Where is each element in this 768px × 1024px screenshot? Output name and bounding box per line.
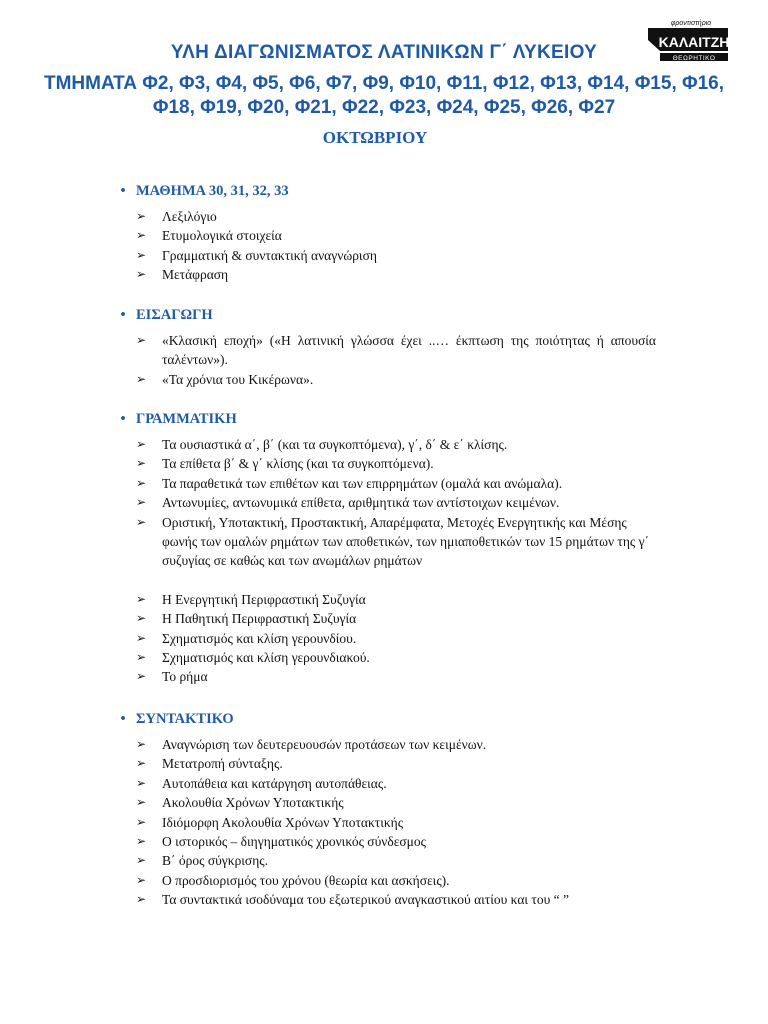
- list-item: ➢ Αυτοπάθεια και κατάργηση αυτοπάθειας.: [116, 774, 656, 793]
- list-item: ➢ Τα παραθετικά των επιθέτων και των επιρρημάτων (ομαλά και ανώμαλα).: [116, 474, 656, 493]
- bullet-icon: •: [120, 711, 126, 727]
- list-item: ➢ Ακολουθία Χρόνων Υποτακτικής: [116, 793, 656, 812]
- list-item: ➢ Β΄ όρος σύγκρισης.: [116, 851, 656, 870]
- arrow-icon: ➢: [136, 495, 147, 510]
- list-item: ➢ Αναγνώριση των δευτερευουσών προτάσεων των κειμένων.: [116, 735, 656, 754]
- arrow-icon: ➢: [136, 371, 147, 386]
- list-item: ➢ Αντωνυμίες, αντωνυμικά επίθετα, αριθμητικά των αντίστοιχων κειμένων.: [116, 493, 656, 512]
- arrow-icon: ➢: [136, 814, 147, 829]
- list-item: ➢ Ιδιόμορφη Ακολουθία Χρόνων Υποτακτικής: [116, 813, 656, 832]
- section-title: • ΜΑΘΗΜΑ 30, 31, 32, 33: [116, 181, 656, 201]
- arrow-icon: ➢: [136, 892, 147, 907]
- arrow-icon: ➢: [136, 437, 147, 451]
- arrow-icon: ➢: [136, 209, 147, 223]
- list-item: ➢ Τα συντακτικά ισοδύναμα του εξωτερικού αναγκαστικού αιτίου και του “ ”: [116, 890, 656, 909]
- section-title: • ΕΙΣΑΓΩΓΗ: [116, 305, 656, 325]
- list-item: ➢ Η Παθητική Περιφραστική Συζυγία: [116, 609, 656, 628]
- arrow-icon: ➢: [136, 456, 147, 471]
- list-item: ➢ Ετυμολογικά στοιχεία: [116, 226, 656, 245]
- sections-line: ΤΜΗΜΑΤΑ Φ2, Φ3, Φ4, Φ5, Φ6, Φ7, Φ9, Φ10, Φ11, Φ12, Φ13, Φ14, Φ15, Φ16, Φ18, Φ19, Φ20, Φ21, Φ22, Φ23, Φ24, Φ25, Φ26, Φ27: [43, 73, 725, 118]
- arrow-icon: ➢: [136, 611, 147, 626]
- arrow-icon: ➢: [136, 795, 147, 810]
- arrow-icon: ➢: [136, 834, 147, 849]
- list-item: ➢ Μετατροπή σύνταξης.: [116, 754, 656, 773]
- arrow-icon: ➢: [136, 737, 147, 751]
- arrow-icon: ➢: [136, 591, 147, 606]
- logo-name: ΚΑΛΑΙΤΖΗ: [658, 34, 730, 50]
- arrow-icon: ➢: [136, 853, 147, 868]
- list-item: ➢ Σχηματισμός και κλίση γερουνδίου.: [116, 629, 656, 648]
- arrow-icon: ➢: [136, 756, 147, 771]
- arrow-icon: ➢: [136, 267, 147, 282]
- arrow-icon: ➢: [136, 872, 147, 887]
- list-item: ➢ «Τα χρόνια του Κικέρωνα».: [116, 370, 656, 389]
- section-syntax: [116, 709, 656, 910]
- arrow-icon: ➢: [136, 775, 147, 790]
- section-title: • ΣΥΝΤΑΚΤΙΚΟ: [116, 709, 656, 729]
- arrow-icon: ➢: [136, 475, 147, 490]
- arrow-icon: ➢: [136, 630, 147, 645]
- section-introduction: [116, 305, 656, 389]
- section-grammar: [116, 409, 656, 687]
- arrow-icon: ➢: [136, 333, 147, 347]
- arrow-icon: ➢: [136, 669, 147, 684]
- logo-top-text: φροντιστήριο: [670, 20, 712, 27]
- logo-bottom-text: ΘΕΩΡΗΤΙΚΟ: [672, 55, 716, 62]
- list-item: ➢ Σχηματισμός και κλίση γερουνδιακού.: [116, 648, 656, 667]
- section-lesson: [116, 181, 656, 285]
- list-item: ➢ Μετάφραση: [116, 265, 656, 284]
- arrow-icon: ➢: [136, 650, 147, 665]
- arrow-icon: ➢: [136, 514, 147, 529]
- month-heading: ΟΚΤΩΒΡΙΟΥ: [322, 128, 428, 147]
- bullet-icon: •: [120, 411, 126, 427]
- section-title: • ΓΡΑΜΜΑΤΙΚΗ: [116, 409, 656, 429]
- bullet-icon: •: [120, 183, 126, 199]
- arrow-icon: ➢: [136, 228, 147, 243]
- list-item: ➢ Τα ουσιαστικά α΄, β΄ (και τα συγκοπτόμενα), γ΄, δ΄ & ε΄ κλίσης.: [116, 435, 656, 454]
- list-item: ➢ Ο ιστορικός – διηγηματικός χρονικός σύνδεσμος: [116, 832, 656, 851]
- list-item: ➢ Γραμματική & συντακτική αναγνώριση: [116, 246, 656, 265]
- bullet-icon: •: [120, 307, 126, 323]
- list-item: ➢ Ο προσδιορισμός του χρόνου (θεωρία και ασκήσεις).: [116, 871, 656, 890]
- list-item: ➢ Τα επίθετα β΄ & γ΄ κλίσης (και τα συγκοπτόμενα).: [116, 454, 656, 473]
- list-item: ➢ «Κλασική εποχή» («Η λατινική γλώσσα έχει ..… έκπτωση της ποιότητας ή απουσία ταλέντων»).: [136, 333, 656, 368]
- list-item: ➢ Οριστική, Υποτακτική, Προστακτική, Απαρέμφατα, Μετοχές Ενεργητικής και Μέσης φωνής των ομαλών ρημάτων των αποθετικών, των ημιαποθετικών των 15 ρημάτων της γ΄ συζυγίας σε καθώς και των ανωμάλων ρημάτων: [136, 514, 650, 569]
- arrow-icon: ➢: [136, 247, 147, 262]
- list-item: ➢ Το ρήμα: [116, 667, 656, 686]
- list-item: ➢ Λεξιλόγιο: [116, 207, 656, 226]
- page-title: ΥΛΗ ΔΙΑΓΩΝΙΣΜΑΤΟΣ ΛΑΤΙΝΙΚΩΝ Γ΄ ΛΥΚΕΙΟΥ: [170, 42, 598, 63]
- list-item: ➢ Η Ενεργητική Περιφραστική Συζυγία: [116, 590, 656, 609]
